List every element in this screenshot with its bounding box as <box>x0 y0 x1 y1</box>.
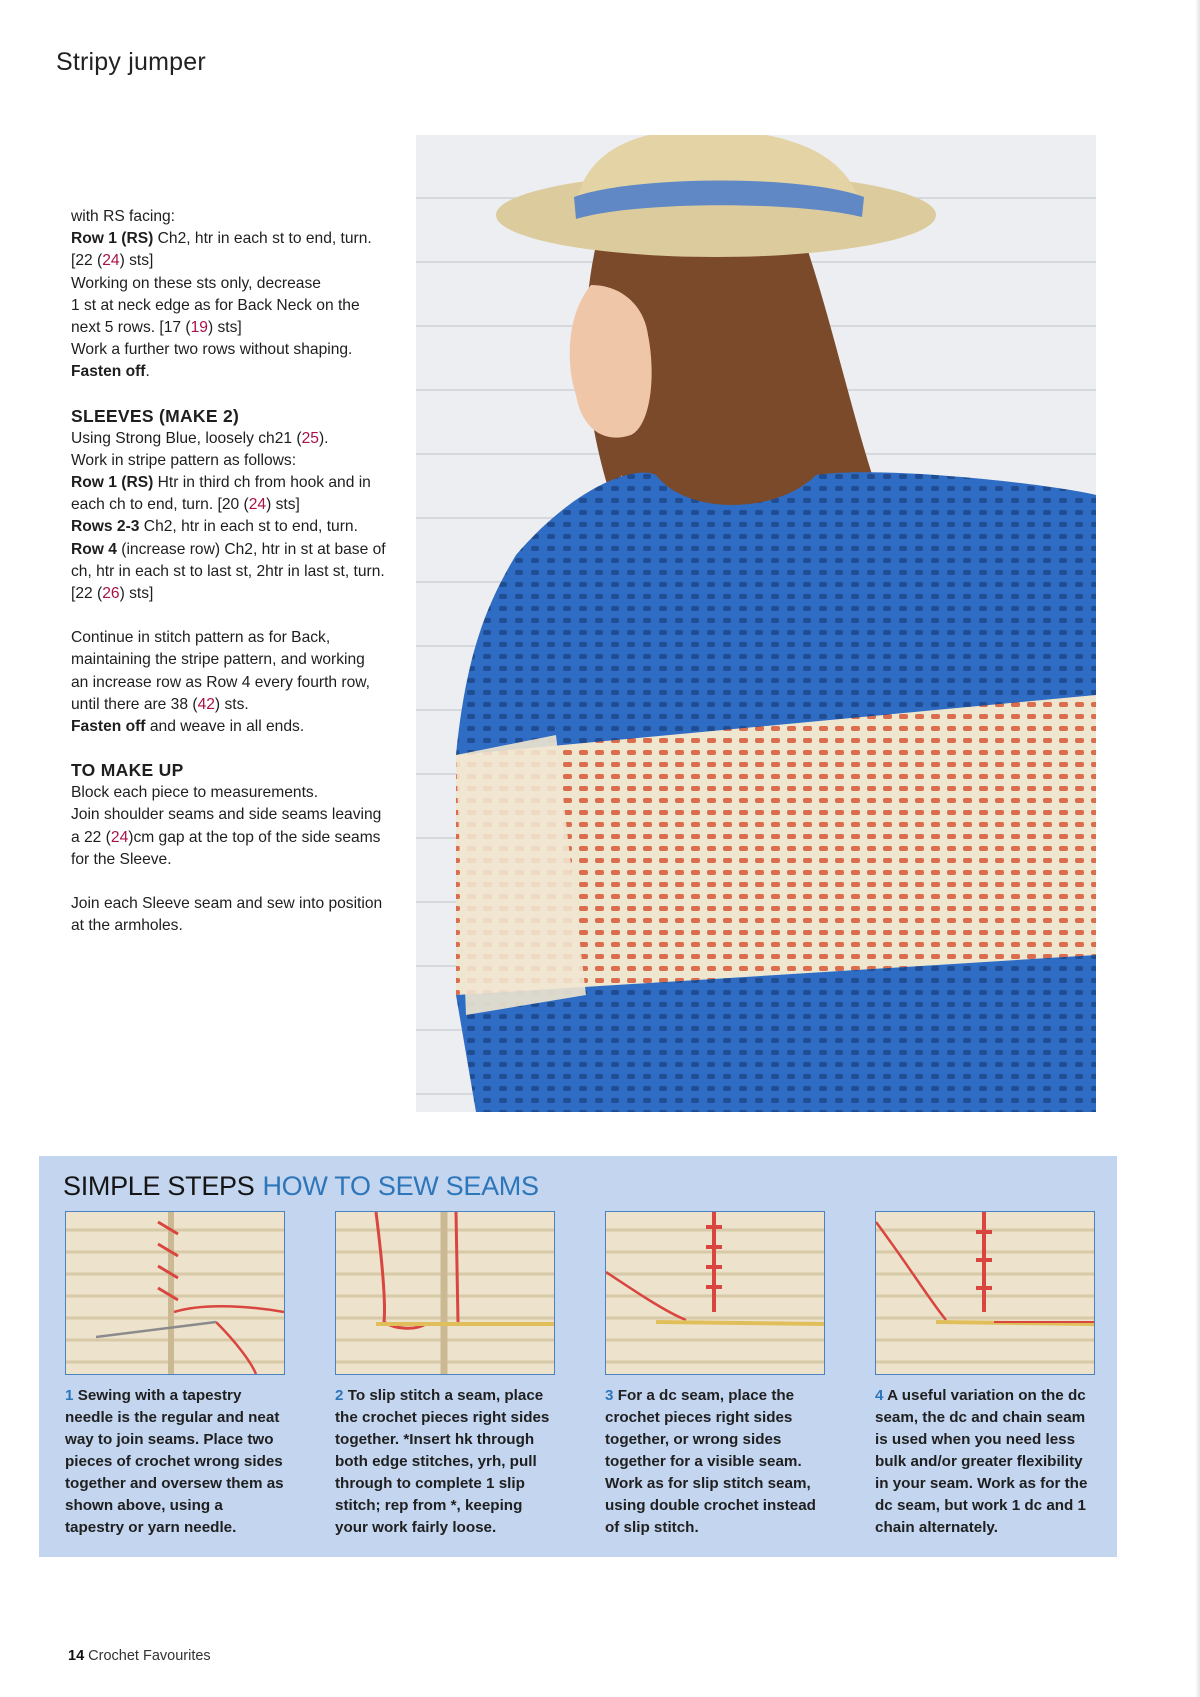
simple-steps-heading <box>63 1168 539 1204</box>
sleeves-rows23: Rows 2-3 Ch2, htr in each st to end, turn. <box>71 518 358 536</box>
sleeves-row4-cont: ch, htr in each st to last st, 2htr in last st, turn. <box>71 562 385 580</box>
pattern-row1: Row 1 (RS) Ch2, htr in each st to end, turn. <box>71 230 372 248</box>
step-1 <box>65 1211 285 1539</box>
page-title: Stripy jumper <box>56 48 206 76</box>
simple-steps-panel <box>39 1156 1117 1557</box>
make-up-sleeve-1: Join each Sleeve seam and sew into position <box>71 895 383 913</box>
sleeves-row1: Row 1 (RS) Htr in third ch from hook and in <box>71 474 371 492</box>
sleeves-continue-4: until there are 38 (42) sts. <box>71 695 249 713</box>
make-up-join-2: a 22 (24)cm gap at the top of the side seams <box>71 828 381 846</box>
make-up-join-1: Join shoulder seams and side seams leaving <box>71 806 382 824</box>
page-edge <box>1195 0 1200 1697</box>
step-1-text: 1 Sewing with a tapestry needle is the regular and neat way to join seams. Place two pieces of crochet wrong sides together and oversew them as shown above, using a tapestry or yarn needle. <box>65 1387 284 1536</box>
sleeves-using: Using Strong Blue, loosely ch21 (25). <box>71 429 329 447</box>
dc-chain-seam-icon <box>875 1211 1095 1375</box>
make-up-sleeve-2: at the armholes. <box>71 917 183 935</box>
sleeves-continue-2: maintaining the stripe pattern, and working <box>71 651 365 669</box>
page-footer <box>68 1648 211 1664</box>
pattern-row1-count: [22 (24) sts] <box>71 252 154 270</box>
pattern-text-column <box>71 206 389 937</box>
pattern-working-1: Working on these sts only, decrease <box>71 274 321 292</box>
sleeves-continue-3: an increase row as Row 4 every fourth row, <box>71 673 371 691</box>
page-number: 14 <box>68 1648 85 1664</box>
sleeves-continue-1: Continue in stitch pattern as for Back, <box>71 629 331 647</box>
make-up-heading: TO MAKE UP <box>71 760 184 781</box>
pattern-working-2: 1 st at neck edge as for Back Neck on the <box>71 296 360 314</box>
step-2-text: 2 To slip stitch a seam, place the crochet pieces right sides together. *Insert hk through both edge stitches, yrh, pull through to complete 1 slip stitch; rep from *, keeping your work fairly loose. <box>335 1387 550 1536</box>
simple-steps-label: SIMPLE STEPS <box>63 1171 255 1201</box>
magazine-name: Crochet Favourites <box>88 1648 211 1664</box>
step-4-text: 4 A useful variation on the dc seam, the dc and chain seam is used when you need less bulk and/or greater flexibility in your seam. Work as for the dc seam, but work 1 dc and 1 chain alternately. <box>875 1387 1088 1536</box>
make-up-block: Block each piece to measurements. <box>71 784 319 802</box>
sleeves-heading: SLEEVES (MAKE 2) <box>71 405 240 426</box>
step-2 <box>335 1211 555 1539</box>
sleeves-row4-count: [22 (26) sts] <box>71 585 154 603</box>
make-up-join-3: for the Sleeve. <box>71 850 172 868</box>
sleeves-row4: Row 4 (increase row) Ch2, htr in st at base of <box>71 540 386 558</box>
pattern-fasten-off: Fasten off. <box>71 363 150 381</box>
step-4 <box>875 1211 1095 1539</box>
model-photo-illustration <box>416 135 1096 1112</box>
sleeves-row1-cont: each ch to end, turn. [20 (24) sts] <box>71 496 300 514</box>
step-3 <box>605 1211 825 1539</box>
tapestry-needle-seam-icon <box>65 1211 285 1375</box>
slip-stitch-seam-icon <box>335 1211 555 1375</box>
step-3-text: 3 For a dc seam, place the crochet pieces right sides together, or wrong sides together for a visible seam. Work as for slip stitch seam, using double crochet instead of slip stitch. <box>605 1387 816 1536</box>
sleeves-fasten-off: Fasten off and weave in all ends. <box>71 718 305 736</box>
simple-steps-title: HOW TO SEW SEAMS <box>262 1171 539 1201</box>
sleeves-work-stripe: Work in stripe pattern as follows: <box>71 451 297 469</box>
pattern-intro: with RS facing: <box>71 208 176 225</box>
dc-seam-icon <box>605 1211 825 1375</box>
pattern-further: Work a further two rows without shaping. <box>71 341 353 359</box>
model-photo <box>416 135 1096 1112</box>
pattern-working-3: next 5 rows. [17 (19) sts] <box>71 319 242 337</box>
